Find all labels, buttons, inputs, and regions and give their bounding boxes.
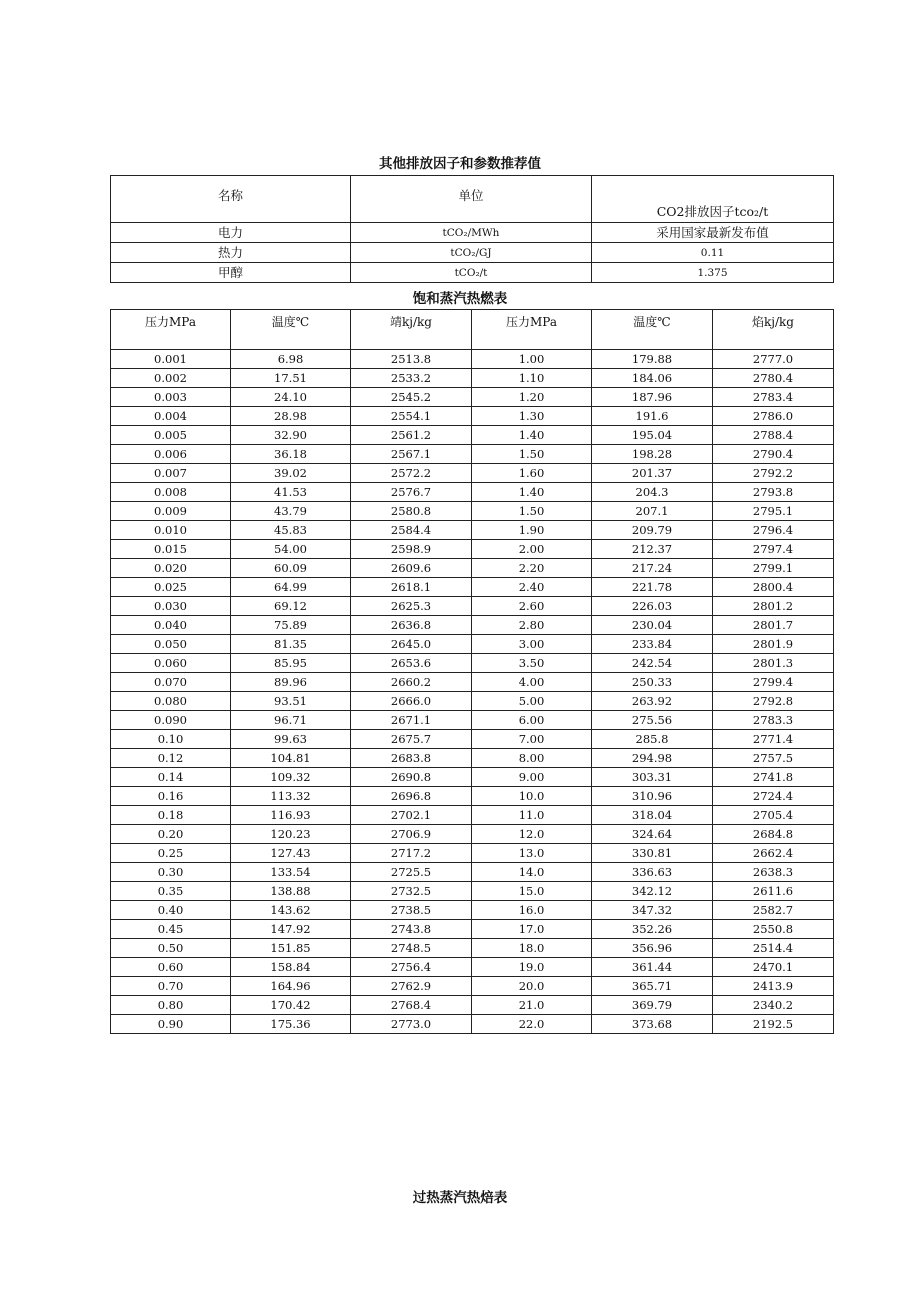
enthalpy-cell-2: 2801.2 [713, 597, 834, 616]
enthalpy-cell-2: 2705.4 [713, 806, 834, 825]
enthalpy-cell-2: 2724.4 [713, 787, 834, 806]
enthalpy-cell-2: 2799.1 [713, 559, 834, 578]
table-row [111, 578, 834, 597]
enthalpy-cell: 2743.8 [351, 920, 472, 939]
pressure-cell: 0.001 [111, 350, 231, 369]
table-header-row [111, 176, 834, 223]
temperature-cell-2: 373.68 [592, 1015, 713, 1034]
temperature-cell-2: 212.37 [592, 540, 713, 559]
table-row [111, 1015, 834, 1034]
enthalpy-cell: 2609.6 [351, 559, 472, 578]
row-factor: 1.375 [592, 263, 834, 283]
enthalpy-cell: 2762.9 [351, 977, 472, 996]
pressure-cell-2: 1.40 [472, 483, 592, 502]
pressure-cell-2: 17.0 [472, 920, 592, 939]
temperature-cell: 54.00 [231, 540, 351, 559]
pressure-cell-2: 4.00 [472, 673, 592, 692]
pressure-cell-2: 2.20 [472, 559, 592, 578]
row-name: 电力 [111, 223, 351, 243]
enthalpy-cell: 2696.8 [351, 787, 472, 806]
temperature-cell-2: 318.04 [592, 806, 713, 825]
pressure-cell: 0.18 [111, 806, 231, 825]
pressure-cell: 0.008 [111, 483, 231, 502]
pressure-cell: 0.12 [111, 749, 231, 768]
pressure-cell-2: 12.0 [472, 825, 592, 844]
temperature-cell-2: 179.88 [592, 350, 713, 369]
table-row [111, 863, 834, 882]
temperature-cell: 99.63 [231, 730, 351, 749]
table-row [111, 407, 834, 426]
table-row [111, 692, 834, 711]
header-pressure: 压力MPa [111, 310, 231, 350]
enthalpy-cell-2: 2757.5 [713, 749, 834, 768]
pressure-cell: 0.60 [111, 958, 231, 977]
superheated-table-title: 过热蒸汽热焙表 [412, 1190, 508, 1206]
temperature-cell-2: 365.71 [592, 977, 713, 996]
enthalpy-cell-2: 2340.2 [713, 996, 834, 1015]
pressure-cell: 0.14 [111, 768, 231, 787]
row-unit: tCO₂/t [351, 263, 592, 283]
temperature-cell-2: 342.12 [592, 882, 713, 901]
row-name: 甲醇 [111, 263, 351, 283]
header-unit: 单位 [351, 176, 592, 223]
row-factor: 0.11 [592, 243, 834, 263]
temperature-cell: 28.98 [231, 407, 351, 426]
pressure-cell: 0.040 [111, 616, 231, 635]
table-row [111, 711, 834, 730]
temperature-cell-2: 209.79 [592, 521, 713, 540]
temperature-cell: 151.85 [231, 939, 351, 958]
pressure-cell: 0.003 [111, 388, 231, 407]
enthalpy-cell-2: 2801.7 [713, 616, 834, 635]
table-row [111, 263, 834, 283]
enthalpy-cell: 2706.9 [351, 825, 472, 844]
table-row [111, 749, 834, 768]
temperature-cell-2: 201.37 [592, 464, 713, 483]
emission-factor-table [110, 175, 834, 283]
enthalpy-cell-2: 2638.3 [713, 863, 834, 882]
pressure-cell-2: 5.00 [472, 692, 592, 711]
temperature-cell-2: 310.96 [592, 787, 713, 806]
temperature-cell: 138.88 [231, 882, 351, 901]
temperature-cell: 158.84 [231, 958, 351, 977]
table-row [111, 540, 834, 559]
enthalpy-cell-2: 2684.8 [713, 825, 834, 844]
temperature-cell: 43.79 [231, 502, 351, 521]
temperature-cell-2: 330.81 [592, 844, 713, 863]
temperature-cell: 32.90 [231, 426, 351, 445]
pressure-cell-2: 9.00 [472, 768, 592, 787]
pressure-cell: 0.004 [111, 407, 231, 426]
pressure-cell-2: 14.0 [472, 863, 592, 882]
table-row [111, 787, 834, 806]
temperature-cell-2: 324.64 [592, 825, 713, 844]
temperature-cell-2: 361.44 [592, 958, 713, 977]
pressure-cell: 0.080 [111, 692, 231, 711]
pressure-cell-2: 8.00 [472, 749, 592, 768]
pressure-cell: 0.70 [111, 977, 231, 996]
pressure-cell: 0.030 [111, 597, 231, 616]
temperature-cell: 36.18 [231, 445, 351, 464]
header-enthalpy-2: 焰kj/kg [713, 310, 834, 350]
table-row [111, 768, 834, 787]
temperature-cell-2: 285.8 [592, 730, 713, 749]
table-row [111, 958, 834, 977]
pressure-cell: 0.060 [111, 654, 231, 673]
enthalpy-cell-2: 2413.9 [713, 977, 834, 996]
table-row [111, 882, 834, 901]
pressure-cell-2: 22.0 [472, 1015, 592, 1034]
pressure-cell: 0.006 [111, 445, 231, 464]
enthalpy-cell: 2738.5 [351, 901, 472, 920]
pressure-cell-2: 13.0 [472, 844, 592, 863]
enthalpy-cell-2: 2792.8 [713, 692, 834, 711]
pressure-cell-2: 10.0 [472, 787, 592, 806]
temperature-cell-2: 195.04 [592, 426, 713, 445]
enthalpy-cell: 2732.5 [351, 882, 472, 901]
enthalpy-cell-2: 2611.6 [713, 882, 834, 901]
enthalpy-cell: 2773.0 [351, 1015, 472, 1034]
temperature-cell: 96.71 [231, 711, 351, 730]
enthalpy-cell: 2576.7 [351, 483, 472, 502]
temperature-cell: 109.32 [231, 768, 351, 787]
enthalpy-cell-2: 2793.8 [713, 483, 834, 502]
enthalpy-cell-2: 2470.1 [713, 958, 834, 977]
header-temperature: 温度℃ [231, 310, 351, 350]
pressure-cell-2: 3.50 [472, 654, 592, 673]
enthalpy-cell: 2513.8 [351, 350, 472, 369]
table-row [111, 939, 834, 958]
enthalpy-cell: 2756.4 [351, 958, 472, 977]
table-row [111, 901, 834, 920]
enthalpy-cell: 2618.1 [351, 578, 472, 597]
row-unit: tCO₂/MWh [351, 223, 592, 243]
pressure-cell-2: 6.00 [472, 711, 592, 730]
enthalpy-cell: 2533.2 [351, 369, 472, 388]
pressure-cell-2: 1.10 [472, 369, 592, 388]
saturated-steam-table [110, 309, 834, 1034]
enthalpy-cell: 2636.8 [351, 616, 472, 635]
table-header-row [111, 310, 834, 350]
enthalpy-cell: 2598.9 [351, 540, 472, 559]
enthalpy-cell: 2717.2 [351, 844, 472, 863]
pressure-cell: 0.050 [111, 635, 231, 654]
pressure-cell-2: 1.40 [472, 426, 592, 445]
enthalpy-cell-2: 2780.4 [713, 369, 834, 388]
temperature-cell: 104.81 [231, 749, 351, 768]
pressure-cell-2: 1.00 [472, 350, 592, 369]
temperature-cell-2: 184.06 [592, 369, 713, 388]
enthalpy-cell: 2653.6 [351, 654, 472, 673]
enthalpy-cell-2: 2792.2 [713, 464, 834, 483]
temperature-cell-2: 263.92 [592, 692, 713, 711]
temperature-cell: 127.43 [231, 844, 351, 863]
temperature-cell: 81.35 [231, 635, 351, 654]
table-row [111, 673, 834, 692]
temperature-cell: 41.53 [231, 483, 351, 502]
pressure-cell-2: 1.60 [472, 464, 592, 483]
enthalpy-cell: 2683.8 [351, 749, 472, 768]
header-factor: CO2排放因子tco₂/t [592, 176, 834, 223]
enthalpy-cell-2: 2788.4 [713, 426, 834, 445]
enthalpy-cell: 2675.7 [351, 730, 472, 749]
table-row [111, 996, 834, 1015]
pressure-cell-2: 19.0 [472, 958, 592, 977]
temperature-cell-2: 250.33 [592, 673, 713, 692]
table-row [111, 730, 834, 749]
table-row [111, 483, 834, 502]
pressure-cell: 0.35 [111, 882, 231, 901]
pressure-cell-2: 20.0 [472, 977, 592, 996]
pressure-cell-2: 18.0 [472, 939, 592, 958]
emission-table-title: 其他排放因子和参数推荐值 [379, 156, 541, 172]
temperature-cell-2: 187.96 [592, 388, 713, 407]
pressure-cell: 0.20 [111, 825, 231, 844]
enthalpy-cell: 2702.1 [351, 806, 472, 825]
temperature-cell-2: 352.26 [592, 920, 713, 939]
temperature-cell: 45.83 [231, 521, 351, 540]
enthalpy-cell: 2572.2 [351, 464, 472, 483]
table-row [111, 426, 834, 445]
temperature-cell-2: 230.04 [592, 616, 713, 635]
pressure-cell-2: 2.60 [472, 597, 592, 616]
table-row [111, 464, 834, 483]
table-row [111, 597, 834, 616]
temperature-cell: 69.12 [231, 597, 351, 616]
temperature-cell-2: 198.28 [592, 445, 713, 464]
enthalpy-cell-2: 2582.7 [713, 901, 834, 920]
table-row [111, 825, 834, 844]
temperature-cell: 60.09 [231, 559, 351, 578]
table-row [111, 350, 834, 369]
pressure-cell: 0.070 [111, 673, 231, 692]
enthalpy-cell: 2725.5 [351, 863, 472, 882]
temperature-cell-2: 226.03 [592, 597, 713, 616]
temperature-cell: 175.36 [231, 1015, 351, 1034]
enthalpy-cell-2: 2801.9 [713, 635, 834, 654]
temperature-cell: 75.89 [231, 616, 351, 635]
temperature-cell-2: 303.31 [592, 768, 713, 787]
enthalpy-cell-2: 2797.4 [713, 540, 834, 559]
table-row [111, 920, 834, 939]
pressure-cell-2: 15.0 [472, 882, 592, 901]
header-temperature-2: 温度℃ [592, 310, 713, 350]
enthalpy-cell: 2690.8 [351, 768, 472, 787]
enthalpy-cell-2: 2799.4 [713, 673, 834, 692]
temperature-cell-2: 191.6 [592, 407, 713, 426]
temperature-cell: 120.23 [231, 825, 351, 844]
temperature-cell: 85.95 [231, 654, 351, 673]
temperature-cell: 64.99 [231, 578, 351, 597]
pressure-cell-2: 1.50 [472, 445, 592, 464]
table-row [111, 445, 834, 464]
pressure-cell: 0.015 [111, 540, 231, 559]
enthalpy-cell-2: 2795.1 [713, 502, 834, 521]
enthalpy-cell-2: 2786.0 [713, 407, 834, 426]
temperature-cell-2: 221.78 [592, 578, 713, 597]
steam-table-title: 饱和蒸汽热燃表 [412, 291, 508, 307]
temperature-cell: 93.51 [231, 692, 351, 711]
temperature-cell: 133.54 [231, 863, 351, 882]
enthalpy-cell: 2666.0 [351, 692, 472, 711]
enthalpy-cell-2: 2790.4 [713, 445, 834, 464]
pressure-cell-2: 2.80 [472, 616, 592, 635]
pressure-cell-2: 3.00 [472, 635, 592, 654]
table-row [111, 616, 834, 635]
enthalpy-cell: 2645.0 [351, 635, 472, 654]
temperature-cell: 116.93 [231, 806, 351, 825]
temperature-cell: 6.98 [231, 350, 351, 369]
enthalpy-cell: 2671.1 [351, 711, 472, 730]
temperature-cell-2: 275.56 [592, 711, 713, 730]
enthalpy-cell: 2567.1 [351, 445, 472, 464]
table-row [111, 521, 834, 540]
temperature-cell: 39.02 [231, 464, 351, 483]
pressure-cell: 0.005 [111, 426, 231, 445]
pressure-cell-2: 1.30 [472, 407, 592, 426]
enthalpy-cell: 2748.5 [351, 939, 472, 958]
table-row [111, 388, 834, 407]
enthalpy-cell-2: 2801.3 [713, 654, 834, 673]
pressure-cell: 0.16 [111, 787, 231, 806]
enthalpy-cell-2: 2192.5 [713, 1015, 834, 1034]
temperature-cell: 17.51 [231, 369, 351, 388]
header-name: 名称 [111, 176, 351, 223]
enthalpy-cell: 2545.2 [351, 388, 472, 407]
temperature-cell: 113.32 [231, 787, 351, 806]
pressure-cell-2: 11.0 [472, 806, 592, 825]
enthalpy-cell: 2580.8 [351, 502, 472, 521]
table-row [111, 806, 834, 825]
pressure-cell: 0.007 [111, 464, 231, 483]
enthalpy-cell-2: 2777.0 [713, 350, 834, 369]
pressure-cell-2: 2.40 [472, 578, 592, 597]
temperature-cell: 147.92 [231, 920, 351, 939]
table-row [111, 559, 834, 578]
enthalpy-cell-2: 2662.4 [713, 844, 834, 863]
pressure-cell-2: 2.00 [472, 540, 592, 559]
row-name: 热力 [111, 243, 351, 263]
table-row [111, 977, 834, 996]
temperature-cell: 24.10 [231, 388, 351, 407]
temperature-cell-2: 204.3 [592, 483, 713, 502]
pressure-cell: 0.010 [111, 521, 231, 540]
enthalpy-cell-2: 2514.4 [713, 939, 834, 958]
temperature-cell-2: 242.54 [592, 654, 713, 673]
enthalpy-cell-2: 2783.3 [713, 711, 834, 730]
pressure-cell-2: 1.20 [472, 388, 592, 407]
enthalpy-cell: 2584.4 [351, 521, 472, 540]
temperature-cell: 143.62 [231, 901, 351, 920]
enthalpy-cell-2: 2783.4 [713, 388, 834, 407]
pressure-cell: 0.025 [111, 578, 231, 597]
enthalpy-cell-2: 2550.8 [713, 920, 834, 939]
pressure-cell-2: 21.0 [472, 996, 592, 1015]
table-row [111, 654, 834, 673]
header-pressure-2: 压力MPa [472, 310, 592, 350]
temperature-cell-2: 356.96 [592, 939, 713, 958]
pressure-cell: 0.10 [111, 730, 231, 749]
temperature-cell-2: 233.84 [592, 635, 713, 654]
pressure-cell: 0.090 [111, 711, 231, 730]
enthalpy-cell-2: 2741.8 [713, 768, 834, 787]
temperature-cell: 164.96 [231, 977, 351, 996]
pressure-cell: 0.25 [111, 844, 231, 863]
steam-table-body [111, 350, 834, 1034]
temperature-cell: 89.96 [231, 673, 351, 692]
table-row [111, 844, 834, 863]
enthalpy-cell-2: 2771.4 [713, 730, 834, 749]
table-row [111, 223, 834, 243]
enthalpy-cell: 2554.1 [351, 407, 472, 426]
enthalpy-cell: 2768.4 [351, 996, 472, 1015]
table-row [111, 369, 834, 388]
row-factor: 采用国家最新发布值 [592, 223, 834, 243]
temperature-cell: 170.42 [231, 996, 351, 1015]
temperature-cell-2: 217.24 [592, 559, 713, 578]
pressure-cell-2: 7.00 [472, 730, 592, 749]
enthalpy-cell: 2561.2 [351, 426, 472, 445]
pressure-cell: 0.020 [111, 559, 231, 578]
pressure-cell: 0.40 [111, 901, 231, 920]
pressure-cell: 0.90 [111, 1015, 231, 1034]
temperature-cell-2: 336.63 [592, 863, 713, 882]
enthalpy-cell: 2625.3 [351, 597, 472, 616]
pressure-cell: 0.30 [111, 863, 231, 882]
table-row [111, 635, 834, 654]
temperature-cell-2: 294.98 [592, 749, 713, 768]
temperature-cell-2: 347.32 [592, 901, 713, 920]
pressure-cell-2: 1.90 [472, 521, 592, 540]
header-enthalpy: 靖kj/kg [351, 310, 472, 350]
enthalpy-cell-2: 2800.4 [713, 578, 834, 597]
pressure-cell-2: 16.0 [472, 901, 592, 920]
row-unit: tCO₂/GJ [351, 243, 592, 263]
table-row [111, 243, 834, 263]
enthalpy-cell-2: 2796.4 [713, 521, 834, 540]
temperature-cell-2: 369.79 [592, 996, 713, 1015]
pressure-cell: 0.50 [111, 939, 231, 958]
pressure-cell: 0.002 [111, 369, 231, 388]
pressure-cell: 0.45 [111, 920, 231, 939]
pressure-cell: 0.009 [111, 502, 231, 521]
pressure-cell: 0.80 [111, 996, 231, 1015]
table-row [111, 502, 834, 521]
pressure-cell-2: 1.50 [472, 502, 592, 521]
temperature-cell-2: 207.1 [592, 502, 713, 521]
enthalpy-cell: 2660.2 [351, 673, 472, 692]
